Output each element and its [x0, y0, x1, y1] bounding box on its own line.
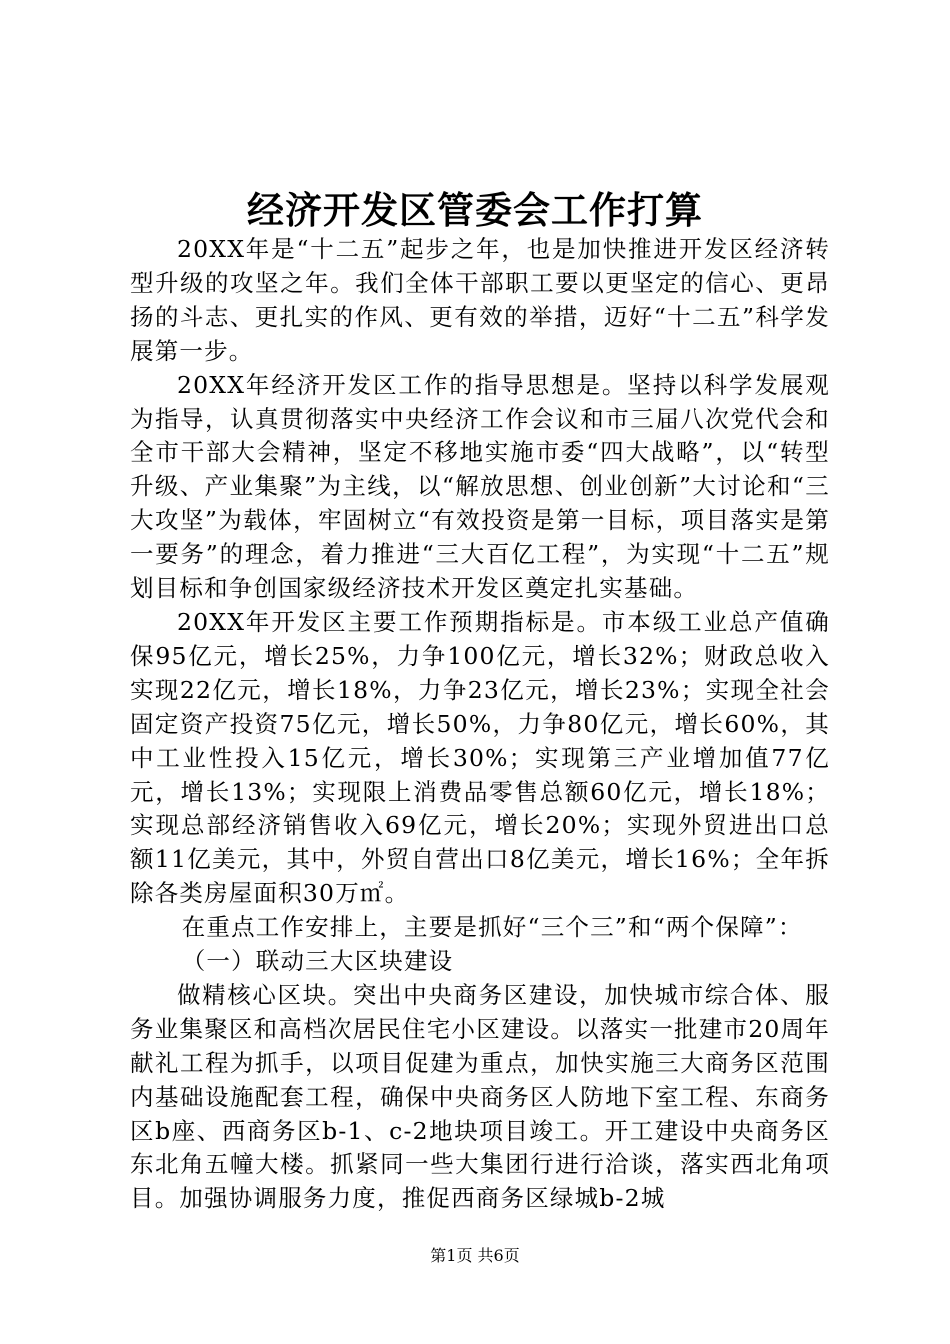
paragraph-core-block: 做精核心区块。突出中央商务区建设，加快城市综合体、服务业集聚区和高档次居民住宅小区建设。以落实一批建市20周年献礼工程为抓手，以项目促建为重点，加快实施三大商务区范围内基础设施配套工程，确保中央商务区人防地下室工程、东商务区b座、西商务区b-1、c-2地块项目竣工。开工建设中央商务区东北角五幢大楼。抓紧同一些大集团行进行洽谈，落实西北角项目。加强协调服务力度，推促西商务区绿城b-2城 [130, 980, 830, 1213]
paragraph-intro: 20XX年是“十二五”起步之年，也是加快推进开发区经济转型升级的攻坚之年。我们全体干部职工要以更坚定的信心、更昂扬的斗志、更扎实的作风、更有效的举措，迈好“十二五”科学发展第一步。 [130, 235, 830, 365]
paragraph-key-work: 在重点工作安排上，主要是抓好“三个三”和“两个保障”： [181, 913, 803, 942]
paragraph-guiding-ideology: 20XX年经济开发区工作的指导思想是。坚持以科学发展观为指导，认真贯彻落实中央经济工作会议和市三届八次党代会和全市干部大会精神，坚定不移地实施市委“四大战略”，以“转型升级、产业集聚”为主线，以“解放思想、创业创新”大讨论和“三大攻坚”为载体，牢固树立“有效投资是第一目标，项目落实是第一要务”的理念，着力推进“三大百亿工程”，为实现“十二五”规划目标和争创国家级经济技术开发区奠定扎实基础。 [130, 370, 830, 603]
section-heading: （一）联动三大区块建设 [181, 947, 454, 976]
document-title: 经济开发区管委会工作打算 [247, 188, 703, 232]
document-body [130, 233, 830, 1216]
paragraph-targets: 20XX年开发区主要工作预期指标是。市本级工业总产值确保95亿元，增长25%，力争100亿元，增长32%；财政总收入实现22亿元，增长18%，力争23亿元，增长23%；实现全社会固定资产投资75亿元，增长50%，力争80亿元，增长60%，其中工业性投入15亿元，增长30%；实现第三产业增加值77亿元，增长13%；实现限上消费品零售总额60亿元，增长18%；实现总部经济销售收入69亿元，增长20%；实现外贸进出口总额11亿美元，其中，外贸自营出口8亿美元，增长16%；全年拆除各类房屋面积30万㎡。 [130, 607, 830, 908]
page-footer: 第1页 共6页 [430, 1246, 520, 1265]
